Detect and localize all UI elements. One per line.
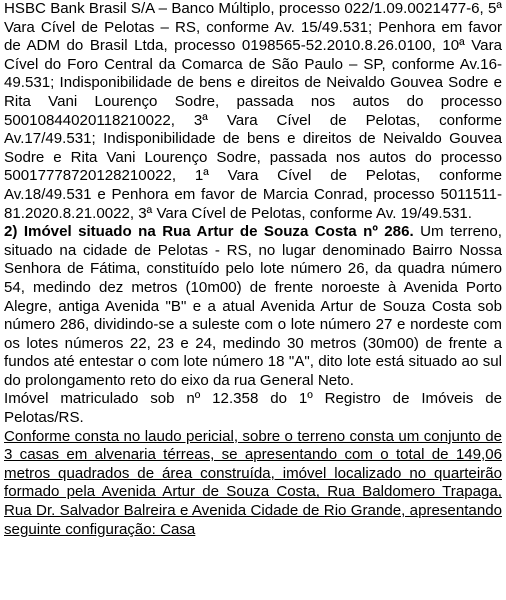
appraisal-paragraph: Conforme consta no laudo pericial, sobre o terreno consta um conjunto de 3 casas em alvenaria térreas, se apresentando com o total de 149,06 metros quadrados de área construída, imóvel localizado no quarteirão formado pela Avenida Artur de Souza Costa, Rua Baldomero Trapaga, Rua Dr. Salvador Balreira e Avenida Cidade de Rio Grande, apresentando seguinte configuração: Casa: [4, 427, 502, 538]
encumbrances-paragraph: HSBC Bank Brasil S/A – Banco Múltiplo, processo 022/1.09.0021477-6, 5ª Vara Cível de Pelotas – RS, conforme Av. 15/49.531; Penhora em favor de ADM do Brasil Ltda, processo 0198565-52.2010.8.26.0100, 10ª Vara Cível do Foro Central da Comarca de São Paulo – SP, conforme Av.16-49.531; Indisponibilidade de bens e direitos de Neivaldo Gouvea Sodre e Rita Vani Lourenço Sodre, passada nos autos do processo 50010844020118210022, 3ª Vara Cível de Pelotas, conforme Av.17/49.531; Indisponibilidade de bens e direitos de Neivaldo Gouvea Sodre e Rita Vani Lourenço Sodre, passada nos autos do processo 50017778720128210022, 1ª Vara Cível de Pelotas, conforme Av.18/49.531 e Penhora em favor de Marcia Conrad, processo 5011511-81.2020.8.21.0022, 3ª Vara Cível de Pelotas, conforme Av. 19/49.531.: [4, 0, 502, 222]
registration-paragraph: Imóvel matriculado sob nº 12.358 do 1º Registro de Imóveis de Pelotas/RS.: [4, 390, 502, 427]
property-2-paragraph: [4, 223, 502, 390]
property-2-heading: 2) Imóvel situado na Rua Artur de Souza Costa nº 286.: [4, 223, 414, 241]
property-2-description: Um terreno, situado na cidade de Pelotas - RS, no lugar denominado Bairro Nossa Senhora de Fátima, constituído pelo lote número 26, da quadra número 54, medindo dez metros (10m00) de frente noroeste à Avenida Porto Alegre, antiga Avenida "B" e a atual Avenida Artur de Souza Costa sob número 286, dividindo-se a suleste com o lote número 27 e nordeste com os lotes números 22, 23 e 24, medindo 30 metros (30m00) de frente a fundos até entestar o com lote número 18 "A", dito lote está situado ao sul do prolongamento reto do eixo da rua General Neto.: [4, 223, 502, 389]
document-text: [4, 0, 502, 539]
